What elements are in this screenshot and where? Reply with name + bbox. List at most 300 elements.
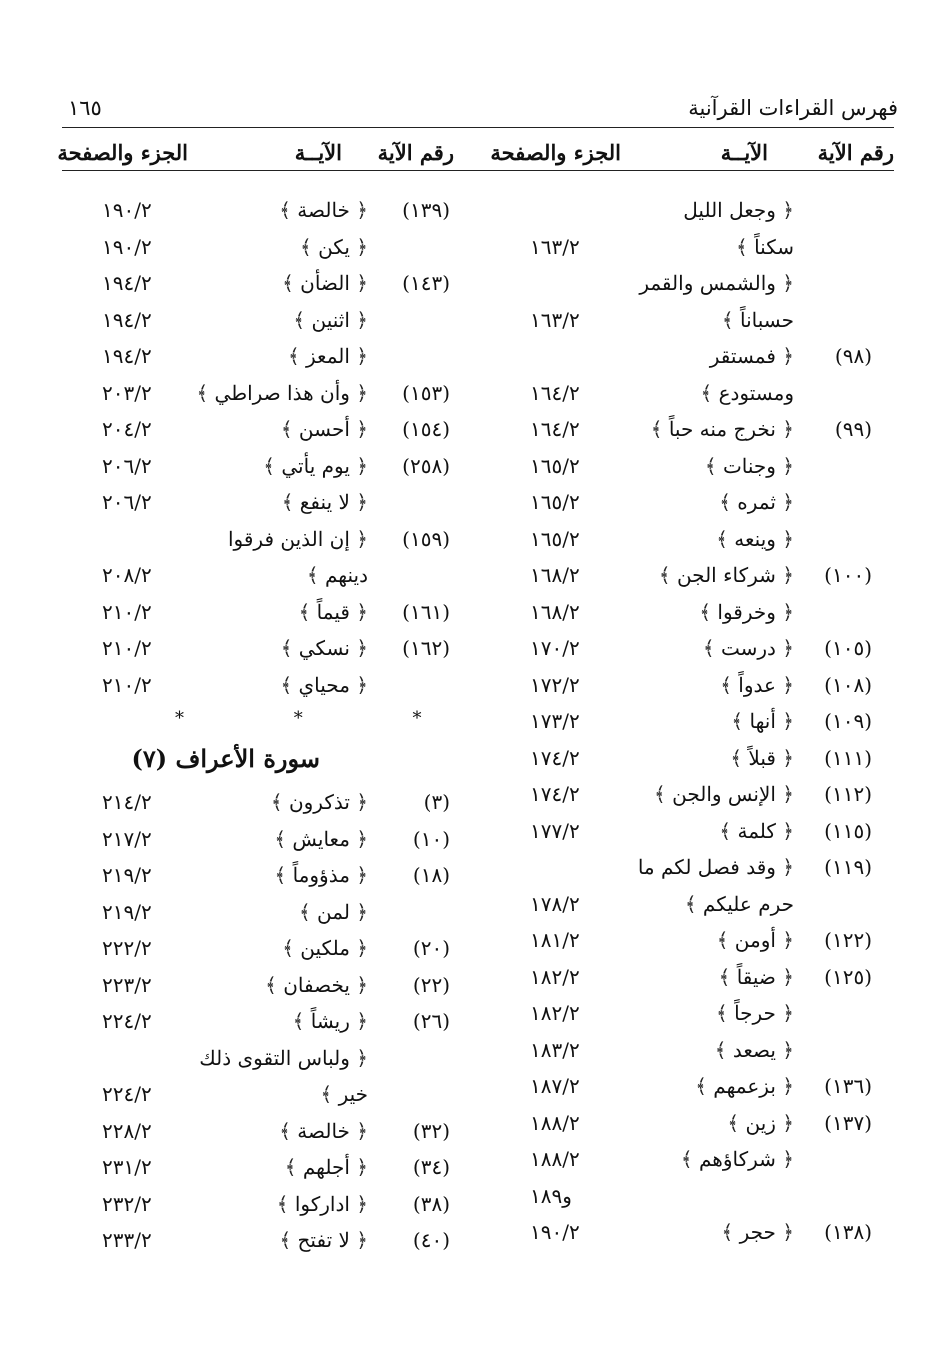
ayah-text (285, 1149, 368, 1185)
ayah-number: (١٥٣) (402, 380, 450, 405)
index-row (480, 667, 900, 704)
index-row (480, 448, 900, 485)
close-bracket-icon: ﴾ (280, 636, 299, 660)
ayah-text (300, 229, 368, 265)
close-bracket-icon: ﴾ (292, 1009, 311, 1033)
ayah-text (719, 813, 794, 849)
open-bracket-icon: ﴿ (775, 344, 794, 368)
ayah-words: خالصة (297, 1118, 350, 1143)
close-bracket-icon: ﴾ (727, 1110, 746, 1135)
ayah-words: قبلاً (748, 745, 776, 770)
right-column (480, 192, 900, 1251)
ayah-words: فمستقر (709, 344, 776, 368)
index-row (60, 594, 460, 631)
ayah-text (282, 265, 368, 301)
ayah-number: (١١٢) (824, 782, 872, 806)
ayah-text (639, 265, 794, 301)
close-bracket-icon: ﴾ (699, 599, 718, 624)
close-bracket-icon: ﴾ (735, 234, 755, 259)
ayah-words: زين (745, 1110, 776, 1135)
index-row (480, 813, 900, 850)
ayah-words: شركاء الجن (676, 563, 776, 587)
ayah-text (293, 1003, 368, 1039)
ayah-number: (١٦٢) (402, 636, 450, 660)
close-bracket-icon: ﴾ (702, 636, 721, 660)
volume-page-ref: ١٨٢/٢ (530, 964, 580, 989)
ayah-text (280, 667, 368, 703)
ayah-number: (١٠٨) (824, 672, 872, 697)
open-bracket-icon: ﴿ (349, 271, 368, 295)
open-bracket-icon: ﴿ (349, 344, 368, 368)
open-bracket-icon: ﴿ (349, 453, 368, 478)
ayah-words: وأن هذا صراطي (214, 380, 350, 405)
volume-page-ref: ١٧٨/٢ (530, 891, 580, 916)
close-bracket-icon: ﴾ (650, 417, 669, 441)
index-row (60, 229, 460, 266)
ayah-text (293, 302, 368, 338)
open-bracket-icon: ﴿ (349, 899, 368, 924)
open-bracket-icon: ﴿ (775, 745, 794, 770)
index-row (480, 630, 900, 667)
ayah-number: (١٥٤) (402, 417, 450, 441)
volume-page-ref: ١٧٣/٢ (530, 709, 580, 733)
ayah-words: حرجاً (734, 1001, 776, 1025)
open-bracket-icon: ﴿ (775, 782, 794, 806)
open-bracket-icon: ﴿ (349, 490, 368, 514)
index-row (60, 967, 460, 1004)
ayah-number: (١٠٠) (824, 563, 872, 587)
index-row (480, 594, 900, 631)
left-col-head-ayah-no: رقم الآية (377, 140, 454, 165)
close-bracket-icon: ﴾ (721, 1220, 740, 1244)
volume-page-ref: ١٧٤/٢ (530, 745, 580, 770)
ayah-number: (١٣٩) (402, 198, 450, 222)
close-bracket-icon: ﴾ (282, 271, 301, 295)
open-bracket-icon: ﴿ (775, 709, 794, 733)
close-bracket-icon: ﴾ (284, 1155, 303, 1179)
index-row (60, 857, 460, 894)
close-bracket-icon: ﴾ (279, 198, 298, 222)
close-bracket-icon: ﴾ (695, 1074, 714, 1098)
close-bracket-icon: ﴾ (300, 234, 319, 259)
ayah-words: يخصفان (283, 972, 350, 997)
open-bracket-icon: ﴿ (349, 1118, 368, 1143)
ayah-text (703, 630, 794, 666)
running-head (62, 96, 898, 126)
ayah-text (281, 630, 368, 666)
ayah-number: (٤٠) (412, 1228, 450, 1252)
index-row (60, 630, 460, 667)
ayah-words: لا ينفع (299, 490, 350, 514)
ayah-words: ولباس التقوى ذلك (199, 1045, 350, 1070)
open-bracket-icon: ﴿ (775, 563, 794, 587)
ayah-text (717, 922, 794, 958)
volume-page-ref: ١٩٠/٢ (530, 1220, 580, 1244)
index-row (60, 1003, 460, 1040)
ayah-words: وجنات (722, 453, 776, 478)
open-bracket-icon: ﴿ (775, 1147, 794, 1171)
ayah-text (722, 1214, 794, 1250)
open-bracket-icon: ﴿ (349, 1191, 368, 1216)
index-row (480, 1214, 900, 1251)
ayah-words: كلمة (737, 818, 776, 843)
ayah-text (282, 484, 368, 520)
index-row (480, 265, 900, 302)
right-col-head-ref: الجزء والصفحة (490, 140, 621, 165)
ayah-words: والشمس والقمر (639, 271, 776, 295)
ayah-number: (١٤٣) (402, 271, 450, 295)
ayah-number: (٢٦) (412, 1009, 450, 1033)
close-bracket-icon: ﴾ (721, 307, 740, 332)
open-bracket-icon: ﴿ (349, 790, 368, 814)
ayah-text (715, 1032, 794, 1068)
index-row (480, 229, 900, 266)
close-bracket-icon: ﴾ (265, 972, 284, 997)
ayah-text (731, 703, 794, 739)
volume-page-ref: ١٩٤/٢ (102, 271, 152, 295)
ayah-words: درست (720, 636, 776, 660)
ayah-words: وقد فصل لكم ما (637, 855, 776, 879)
volume-page-ref: ١٧٠/٢ (530, 636, 580, 660)
open-bracket-icon: ﴿ (775, 636, 794, 660)
ayah-words: ملكين (300, 936, 350, 960)
close-bracket-icon: ﴾ (704, 453, 723, 478)
volume-page-ref: ٢١٩/٢ (102, 899, 152, 924)
volume-page-ref: ٢٣١/٢ (102, 1155, 152, 1179)
volume-page-ref: ١٦٥/٢ (530, 453, 580, 478)
ayah-words: حسباناً (740, 307, 794, 332)
volume-page-ref: ٢١٩/٢ (102, 863, 152, 887)
volume-page-ref: ١٩٠/٢ (102, 198, 152, 222)
close-bracket-icon: ﴾ (680, 1147, 699, 1171)
ayah-text (196, 375, 368, 411)
ayah-words: الضأن (300, 271, 350, 295)
volume-page-ref: ٢٢٢/٢ (102, 936, 152, 960)
ayah-number: (١٠) (412, 826, 450, 851)
ayah-words: وخرقوا (717, 599, 776, 624)
ayah-text (730, 740, 794, 776)
ayah-words: خالصة (297, 198, 350, 222)
ayah-words: خير (338, 1082, 368, 1106)
close-bracket-icon: ﴾ (654, 782, 673, 806)
ayah-number: (١٠٩) (824, 709, 872, 733)
close-bracket-icon: ﴾ (293, 307, 312, 332)
ayah-text (307, 557, 368, 593)
index-row (480, 1105, 900, 1142)
close-bracket-icon: ﴾ (298, 599, 317, 624)
ayah-text (263, 448, 368, 484)
right-col-head-ayah-no: رقم الآية (817, 140, 894, 165)
volume-page-ref: ١٦٨/٢ (530, 599, 580, 624)
ayah-number: (٣٤) (412, 1155, 450, 1179)
ayah-words: إن الذين فرقوا (227, 526, 350, 551)
ayah-number: (٢٥٨) (402, 453, 450, 478)
open-bracket-icon: ﴿ (349, 1228, 368, 1252)
volume-page-ref: ٢٠٦/٢ (102, 490, 152, 514)
close-bracket-icon: ﴾ (715, 1001, 735, 1025)
surah-title: سورة الأعراف (٧) (131, 744, 320, 773)
index-row (480, 411, 900, 448)
ayah-words: ثمره (737, 490, 776, 514)
close-bracket-icon: ﴾ (719, 490, 738, 514)
open-bracket-icon: ﴿ (349, 599, 368, 624)
open-bracket-icon: ﴿ (775, 198, 794, 222)
index-row (480, 849, 900, 886)
open-bracket-icon: ﴿ (775, 1074, 794, 1098)
ayah-number: (٢٠) (412, 936, 450, 960)
right-col-head-ayah: الآيــة (720, 140, 768, 165)
index-row (60, 265, 460, 302)
index-row (480, 995, 900, 1032)
ayah-number: (١٨) (412, 863, 450, 887)
close-bracket-icon: ﴾ (716, 928, 735, 952)
ayah-words: شركاؤهم (698, 1147, 776, 1171)
ayah-words: يكن (318, 234, 350, 259)
ayah-words: وينعه (734, 526, 776, 551)
ayah-words: أحسن (298, 417, 350, 441)
ayah-words: أومن (734, 928, 776, 952)
ayah-words: لا تفتح (297, 1228, 350, 1252)
index-row (60, 1040, 460, 1077)
index-row (60, 557, 460, 594)
volume-page-ref: ١٦٤/٢ (530, 380, 580, 405)
close-bracket-icon: ﴾ (684, 891, 703, 916)
ayah-words: المعز (306, 344, 350, 368)
index-row (480, 484, 900, 521)
index-row (60, 1222, 460, 1259)
ayah-number: (١٠٥) (824, 636, 872, 660)
open-bracket-icon: ﴿ (775, 599, 794, 624)
close-bracket-icon: ﴾ (714, 1037, 733, 1062)
index-row (60, 784, 460, 821)
ayah-text (710, 338, 794, 374)
ayah-number: (١٥٩) (402, 526, 450, 551)
volume-page-ref: ٢٢٣/٢ (102, 972, 152, 997)
volume-page-ref: ١٦٥/٢ (530, 490, 580, 514)
ayah-words: لمن (317, 899, 350, 924)
close-bracket-icon: ﴾ (320, 1082, 339, 1106)
ayah-text (695, 1068, 794, 1104)
ayah-text (654, 776, 794, 812)
index-row (480, 521, 900, 558)
close-bracket-icon: ﴾ (279, 1228, 298, 1252)
volume-page-ref: ٢٢٤/٢ (102, 1082, 152, 1106)
volume-page-ref: ١٩٠/٢ (102, 234, 152, 259)
index-row (60, 375, 460, 412)
open-bracket-icon: ﴿ (349, 826, 368, 851)
ayah-text (720, 667, 794, 703)
open-bracket-icon: ﴿ (349, 417, 368, 441)
ayah-words: الإنس والجن (672, 782, 776, 806)
index-row (480, 375, 900, 412)
volume-page-ref: ١٩٤/٢ (102, 344, 152, 368)
ayah-text (275, 857, 369, 893)
close-bracket-icon: ﴾ (306, 563, 325, 587)
ayah-words: بزعمهم (713, 1074, 776, 1098)
ayah-words: مذؤوماً (292, 863, 350, 887)
ayah-words: تذكرون (288, 790, 350, 814)
close-bracket-icon: ﴾ (658, 563, 677, 587)
ayah-text (199, 1040, 368, 1076)
close-bracket-icon: ﴾ (716, 526, 735, 551)
ayah-text (716, 995, 794, 1031)
open-bracket-icon: ﴿ (775, 417, 794, 441)
index-row (480, 302, 900, 339)
ayah-number: (١٣٨) (824, 1220, 872, 1244)
open-bracket-icon: ﴿ (349, 307, 368, 332)
ayah-number: (١١٩) (824, 855, 872, 879)
open-bracket-icon: ﴿ (775, 964, 794, 989)
close-bracket-icon: ﴾ (270, 790, 289, 814)
index-row (480, 1068, 900, 1105)
open-bracket-icon: ﴿ (775, 855, 794, 879)
page-title: فهرس القراءات القرآنية (688, 96, 898, 120)
ayah-text (288, 338, 368, 374)
ayah-words: حرم عليكم (702, 891, 794, 916)
index-row (480, 740, 900, 777)
close-bracket-icon: ﴾ (280, 417, 299, 441)
open-bracket-icon: ﴿ (349, 672, 368, 697)
volume-page-ref: ١٨١/٢ (530, 928, 580, 952)
close-bracket-icon: ﴾ (719, 818, 738, 843)
ayah-text (299, 594, 368, 630)
ayah-text (281, 411, 368, 447)
volume-page-ref: ٢١٠/٢ (102, 636, 152, 660)
ayah-text (659, 557, 794, 593)
volume-page-ref: ٢٣٢/٢ (102, 1191, 152, 1216)
volume-page-ref: ١٦٨/٢ (530, 563, 580, 587)
close-bracket-icon: ﴾ (274, 826, 293, 851)
ayah-number: (٣٢) (412, 1118, 450, 1143)
ayah-words: نخرج منه حباً (668, 417, 776, 441)
ayah-text (685, 886, 794, 922)
ayah-number: (١٣٦) (824, 1074, 872, 1098)
volume-page-ref: ٢١٠/٢ (102, 672, 152, 697)
close-bracket-icon: ﴾ (274, 863, 293, 887)
ayah-words: يوم يأتي (281, 453, 350, 478)
ayah-text (705, 448, 794, 484)
ayah-text (228, 521, 368, 557)
section-separator: * * * (175, 708, 474, 729)
ayah-words: يصعد (732, 1037, 776, 1062)
open-bracket-icon: ﴿ (775, 818, 794, 843)
ayah-words: ومستودع (718, 380, 794, 405)
ayah-number: (٩٨) (834, 344, 872, 368)
index-row (60, 338, 460, 375)
ayah-text (683, 192, 794, 228)
column-header-rule (62, 170, 894, 171)
ayah-words: أجلهم (302, 1155, 350, 1179)
ayah-words: سكناً (754, 234, 794, 259)
volume-page-ref: ١٨٢/٢ (530, 1001, 580, 1025)
volume-page-ref: ١٦٣/٢ (530, 307, 580, 332)
ayah-words: عدواً (738, 672, 776, 697)
open-bracket-icon: ﴿ (775, 672, 794, 697)
open-bracket-icon: ﴿ (349, 1009, 368, 1033)
ayah-words: قيماً (316, 599, 350, 624)
ayah-words: معايش (292, 826, 350, 851)
index-row (480, 338, 900, 375)
close-bracket-icon: ﴾ (730, 745, 749, 770)
volume-page-ref: ١٩٤/٢ (102, 307, 152, 332)
ayah-text (282, 930, 368, 966)
close-bracket-icon: ﴾ (276, 1191, 295, 1216)
index-row (60, 411, 460, 448)
ayah-text (274, 821, 368, 857)
ayah-text (279, 1113, 368, 1149)
index-row (60, 521, 460, 558)
ayah-number: (٣٨) (412, 1191, 450, 1216)
volume-page-ref: ١٧٤/٢ (530, 782, 580, 806)
ayah-text (279, 192, 368, 228)
index-row (60, 1186, 460, 1223)
ayah-words: محياي (298, 672, 350, 697)
ayah-text (277, 1186, 368, 1222)
open-bracket-icon: ﴿ (775, 1110, 794, 1135)
ayah-number: (١٦١) (402, 599, 450, 624)
volume-page-ref: ١٦٤/٢ (530, 417, 580, 441)
index-row (480, 1141, 900, 1178)
ayah-number: (٣) (423, 790, 450, 814)
close-bracket-icon: ﴾ (720, 672, 739, 697)
ayah-number: (١٣٧) (824, 1110, 872, 1135)
index-row (60, 930, 460, 967)
volume-page-ref: ٢١٠/٢ (102, 599, 152, 624)
volume-page-ref: ٢٣٣/٢ (102, 1228, 152, 1252)
open-bracket-icon: ﴿ (775, 453, 794, 478)
volume-page-ref: ٢٠٦/٢ (102, 453, 152, 478)
index-row (480, 886, 900, 923)
index-row (480, 1032, 900, 1069)
open-bracket-icon: ﴿ (349, 972, 368, 997)
ayah-text (719, 959, 794, 995)
close-bracket-icon: ﴾ (282, 936, 301, 960)
index-row (60, 894, 460, 931)
close-bracket-icon: ﴾ (263, 453, 282, 478)
index-row (60, 1113, 460, 1150)
open-bracket-icon: ﴿ (349, 936, 368, 960)
volume-page-ref: ٢٢٤/٢ (102, 1009, 152, 1033)
ayah-text (701, 375, 795, 411)
left-col-head-ref: الجزء والصفحة (57, 140, 188, 165)
volume-page-ref: ١٧٧/٢ (530, 818, 580, 843)
ayah-text (271, 784, 368, 820)
volume-page-ref: و١٨٩ (530, 1183, 572, 1208)
volume-page-ref: ١٨٨/٢ (530, 1147, 580, 1171)
open-bracket-icon: ﴿ (775, 490, 794, 514)
ayah-text (320, 1076, 368, 1112)
open-bracket-icon: ﴿ (775, 928, 794, 952)
index-row (480, 557, 900, 594)
close-bracket-icon: ﴾ (700, 380, 719, 405)
left-column-bottom (60, 784, 460, 1259)
ayah-number: (١٢٥) (824, 964, 872, 989)
left-column-top (60, 192, 460, 703)
index-row (60, 667, 460, 704)
ayah-number: (١١١) (824, 745, 872, 770)
ayah-words: اداركوا (294, 1191, 350, 1216)
ayah-number: (١١٥) (824, 818, 872, 843)
ayah-words: ريشاً (310, 1009, 350, 1033)
open-bracket-icon: ﴿ (775, 1220, 794, 1244)
index-row (60, 192, 460, 229)
volume-page-ref: ٢٢٨/٢ (102, 1118, 152, 1143)
volume-page-ref: ٢٠٤/٢ (102, 417, 152, 441)
ayah-text (699, 594, 794, 630)
ayah-text (719, 484, 794, 520)
close-bracket-icon: ﴾ (280, 672, 299, 697)
volume-page-ref: ٢١٧/٢ (102, 826, 152, 851)
